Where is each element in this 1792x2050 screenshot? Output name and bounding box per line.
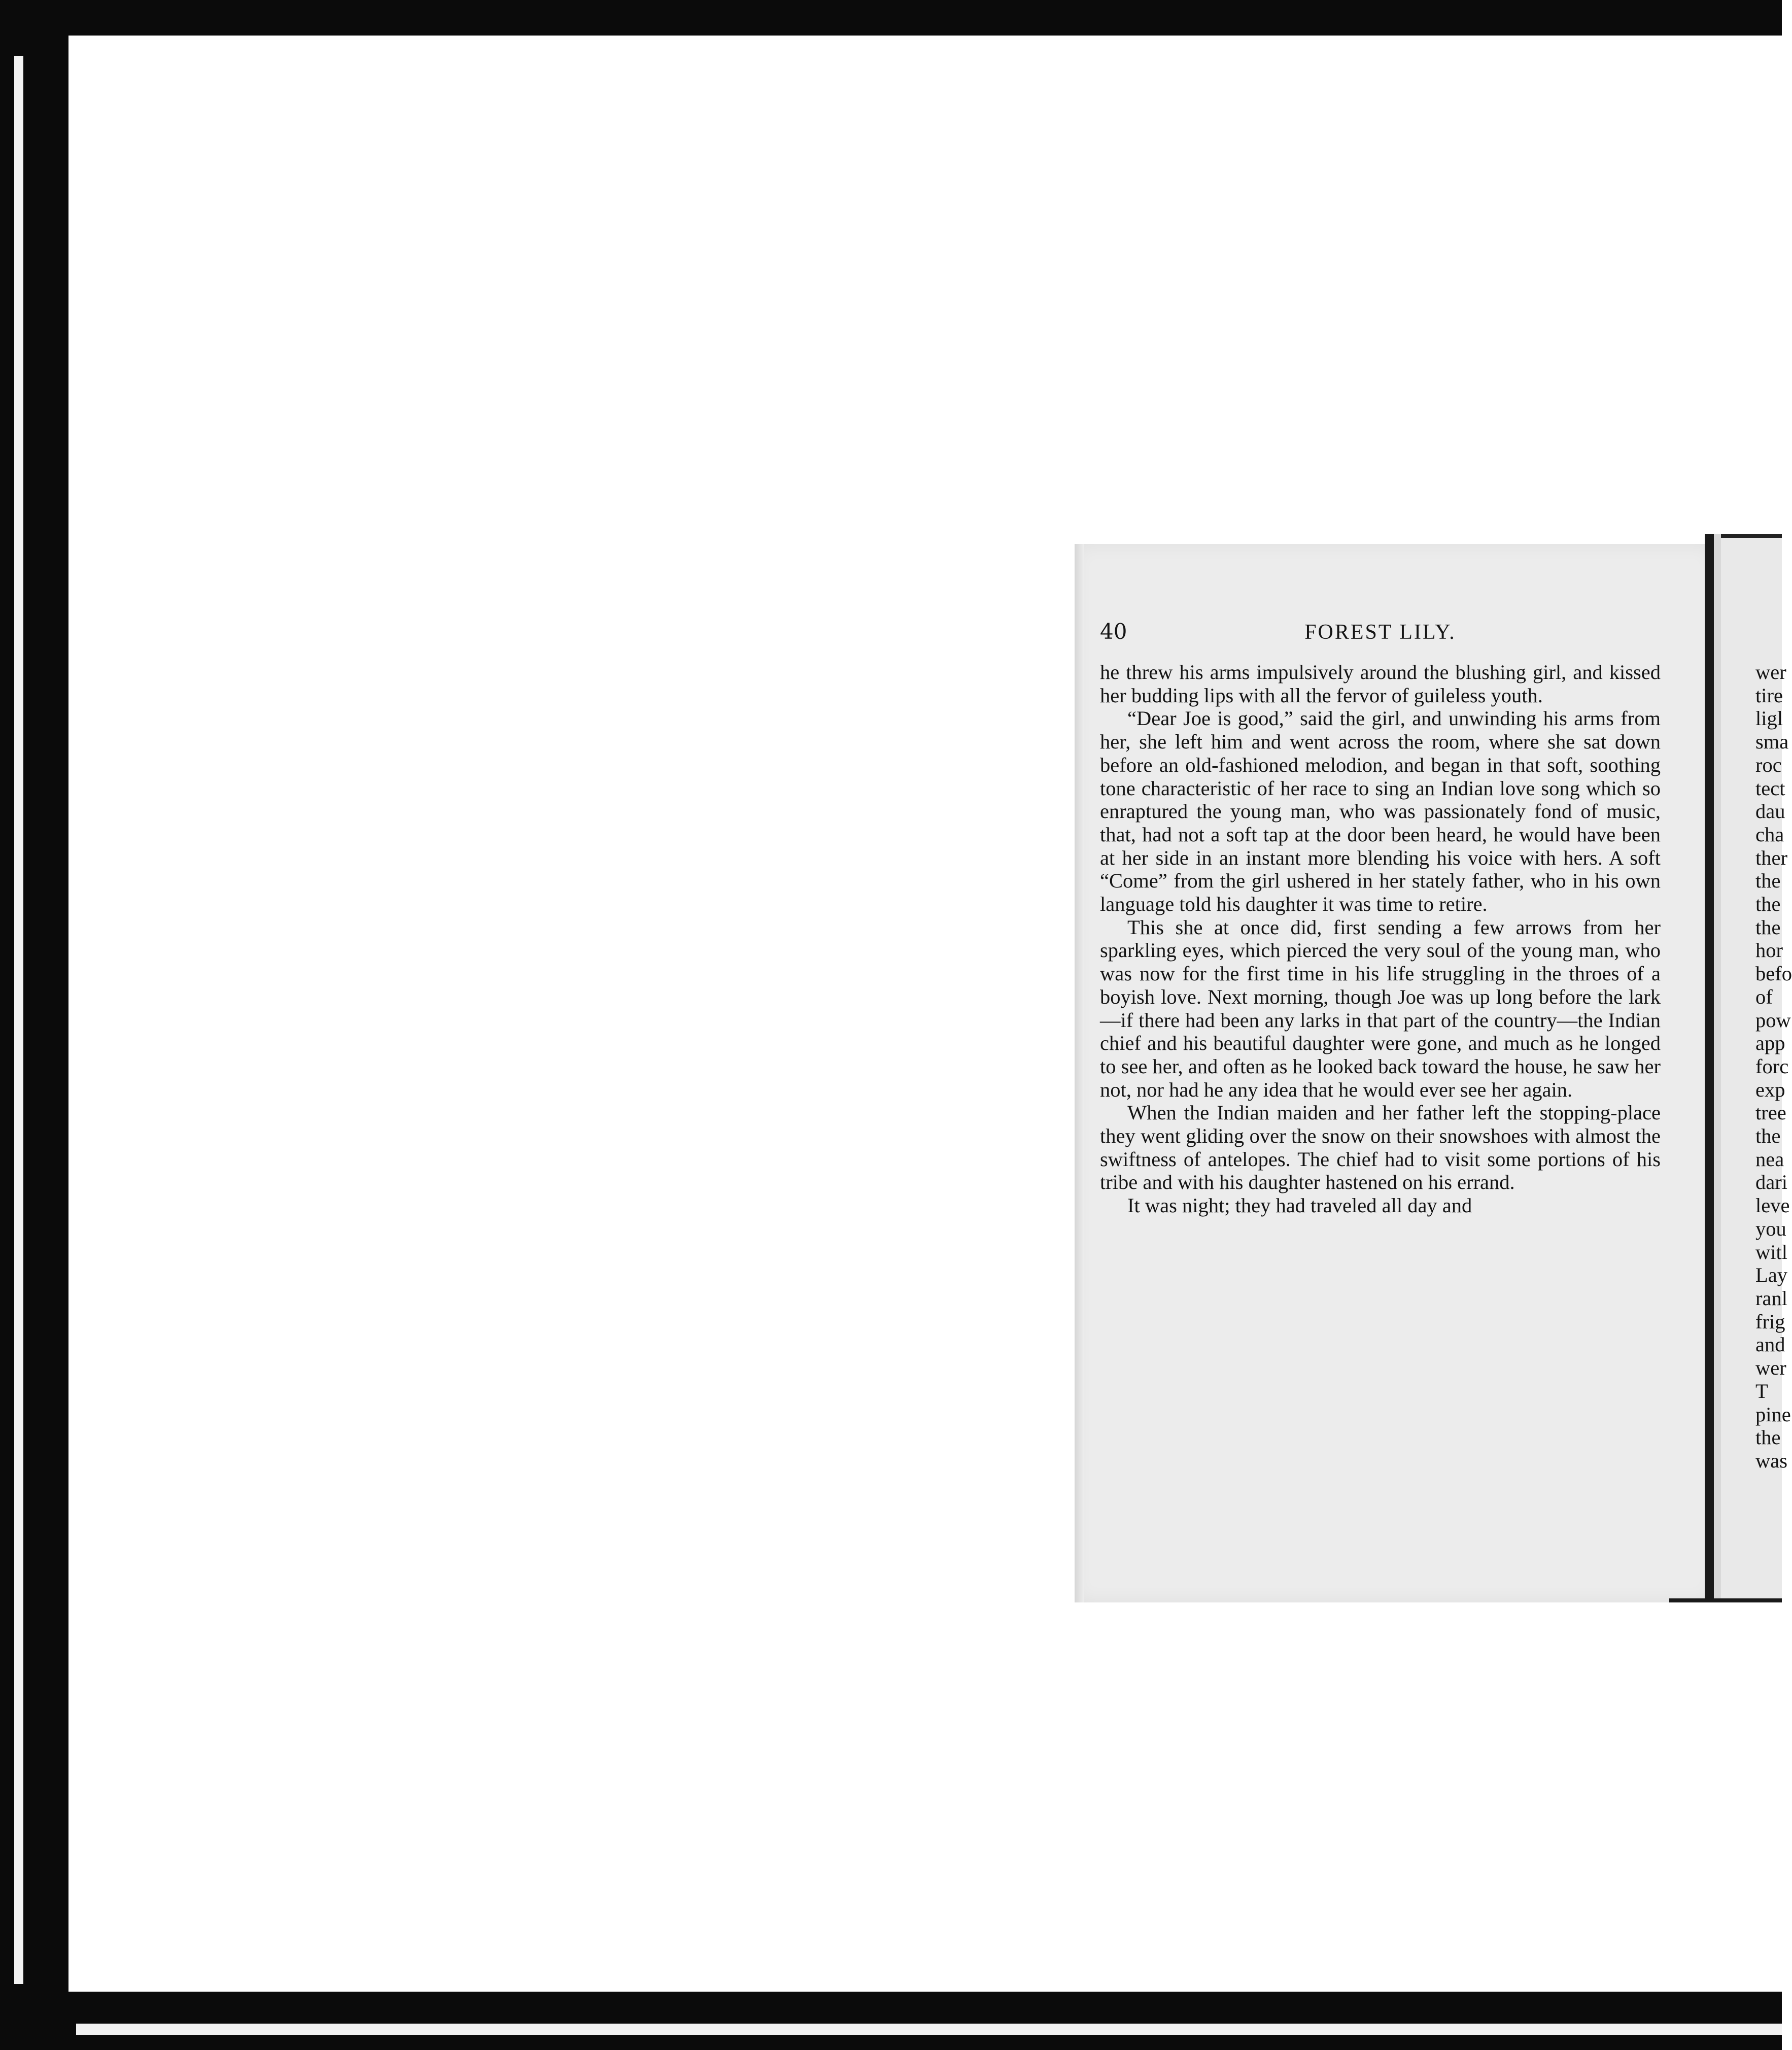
facing-page-line-fragment: of <box>1755 985 1773 1008</box>
facing-page-edge <box>1721 534 1792 1602</box>
paragraph: When the Indian maiden and her father left the stopping-place they went gliding over the snow on their snowshoes with almost the swiftness of antelopes. The chief had to visit some portions of his tribe and with his daughter hastened on his errand. <box>1100 1101 1661 1194</box>
paragraph: This she at once did, first sending a few arrows from her sparkling eyes, which pierced the very soul of the young man, who was now for the first time in his life struggling in the throes of a boyish love. Next morning, though Joe was up long before the lark—if there had been any larks in that part of the country—the Indian chief and his beautiful daughter were gone, and much as he longed to see her, and often as he looked back toward the house, he saw her not, nor had he any idea that he would ever see her again. <box>1100 915 1661 1101</box>
facing-page-text-fragments <box>1755 661 1792 1473</box>
facing-page-line-fragment: wer <box>1755 661 1786 684</box>
page-body-text <box>1100 661 1661 1217</box>
facing-page-line-fragment: tire <box>1755 684 1783 707</box>
book-page <box>1075 544 1715 1602</box>
running-head <box>1100 619 1661 650</box>
facing-page-top-border <box>1721 534 1782 538</box>
facing-page-line-fragment: exp <box>1755 1078 1785 1101</box>
facing-page-line-fragment: dari <box>1755 1171 1787 1194</box>
facing-page-line-fragment: cha <box>1755 823 1784 846</box>
facing-page-line-fragment: wer <box>1755 1356 1786 1380</box>
facing-page-line-fragment: befo <box>1755 962 1792 985</box>
microfilm-frame-top <box>0 0 1782 36</box>
facing-page-line-fragment: dau <box>1755 800 1785 823</box>
microfilm-bottom-strip <box>76 2024 1782 2035</box>
microfilm-frame-left-gap <box>14 56 23 1984</box>
running-title: FOREST LILY. <box>1304 621 1456 644</box>
facing-page-line-fragment: ranl <box>1755 1286 1787 1310</box>
facing-page-line-fragment: tect <box>1755 776 1785 800</box>
book-spine <box>1705 534 1714 1602</box>
paragraph: he threw his arms impulsively around the blushing girl, and kissed her budding lips with all the fervor of guileless youth. <box>1100 661 1661 707</box>
facing-page-line-fragment: forc <box>1755 1054 1789 1078</box>
facing-page-line-fragment: Lay <box>1755 1263 1787 1287</box>
facing-page-line-fragment: leve <box>1755 1194 1790 1217</box>
facing-page-line-fragment: ligl <box>1755 707 1783 730</box>
facing-page-line-fragment: frig <box>1755 1310 1785 1333</box>
facing-page-line-fragment: nea <box>1755 1147 1784 1171</box>
facing-page-line-fragment: witl <box>1755 1240 1788 1263</box>
facing-page-bottom-border <box>1669 1598 1782 1602</box>
facing-page-line-fragment: hor <box>1755 939 1783 962</box>
facing-page-line-fragment: was <box>1755 1449 1787 1472</box>
facing-page-line-fragment: pine <box>1755 1403 1791 1426</box>
book-spine-gutter <box>1714 534 1721 1602</box>
facing-page-line-fragment: and <box>1755 1333 1785 1356</box>
facing-page-line-fragment: ther <box>1755 846 1787 869</box>
facing-page-line-fragment: roc <box>1755 753 1782 776</box>
facing-page-line-fragment: pow <box>1755 1008 1791 1032</box>
microfilm-frame-bottom <box>0 1992 1782 2050</box>
facing-page-line-fragment: sma <box>1755 730 1789 754</box>
facing-page-line-fragment: the <box>1755 1124 1781 1148</box>
microfilm-frame-left <box>0 0 68 2050</box>
facing-page-line-fragment: the <box>1755 869 1781 893</box>
facing-page-line-fragment: you <box>1755 1217 1786 1240</box>
page-number: 40 <box>1100 619 1127 644</box>
facing-page-line-fragment: tree <box>1755 1101 1786 1124</box>
facing-page-line-fragment: the <box>1755 1426 1781 1449</box>
facing-page-line-fragment: T <box>1755 1379 1768 1403</box>
paragraph: “Dear Joe is good,” said the girl, and unwinding his arms from her, she left him and went across the room, where she sat down before an old-fashioned melodion, and began in that soft, soothing tone characteristic of her race to sing an Indian love song which so enraptured the young man, who was passionately fond of music, that, had not a soft tap at the door been heard, he would have been at her side in an instant more blending his voice with hers. A soft “Come” from the girl ushered in her stately father, who in his own language told his daughter it was time to retire. <box>1100 707 1661 916</box>
facing-page-line-fragment: app <box>1755 1032 1785 1055</box>
paragraph: It was night; they had traveled all day and <box>1127 1194 1472 1217</box>
facing-page-line-fragment: the <box>1755 893 1781 916</box>
facing-page-line-fragment: the <box>1755 915 1781 939</box>
